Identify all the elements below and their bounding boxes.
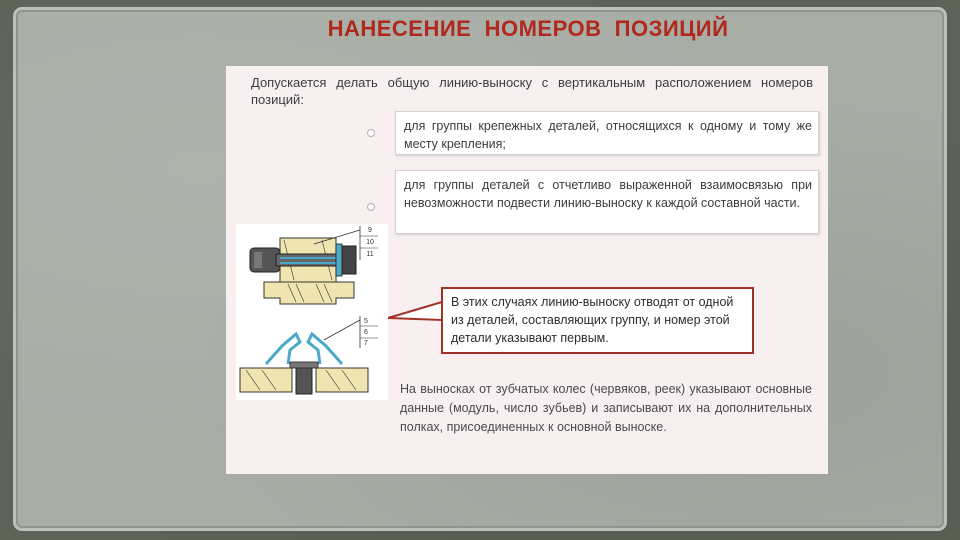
position-number: 10 — [366, 239, 374, 246]
position-number: 5 — [364, 318, 368, 325]
intro-text: Допускается делать общую линию-выноску с вертикальным расположением номеров позиций: — [251, 75, 813, 107]
bullet-icon — [367, 129, 375, 137]
position-number: 6 — [364, 329, 368, 336]
callout-pointer — [380, 300, 444, 324]
position-number: 11 — [366, 251, 374, 258]
callout-box: В этих случаях линию-выноску отводят от одной из деталей, составляющих группу, и номер этой детали указывают первым. — [441, 287, 754, 354]
position-number: 9 — [368, 227, 372, 234]
gears-note: На выносках от зубчатых колес (червяков, реек) указывают основные данные (модуль, число зубьев) и записывают их на дополнительных полках, присоединенных к основной выноске. — [400, 382, 812, 434]
assembly-drawing — [236, 224, 388, 400]
item-box-fasteners: для группы крепежных деталей, относящихся к одному и тому же месту крепления; — [395, 111, 819, 155]
bullet-icon — [367, 203, 375, 211]
slide-title: НАНЕСЕНИЕ НОМЕРОВ ПОЗИЦИЙ — [327, 16, 729, 41]
item-box-related-parts: для группы деталей с отчетливо выраженной взаимосвязью при невозможности подвести линию-выноску к каждой составной части. — [395, 170, 819, 234]
position-number: 7 — [364, 340, 368, 347]
